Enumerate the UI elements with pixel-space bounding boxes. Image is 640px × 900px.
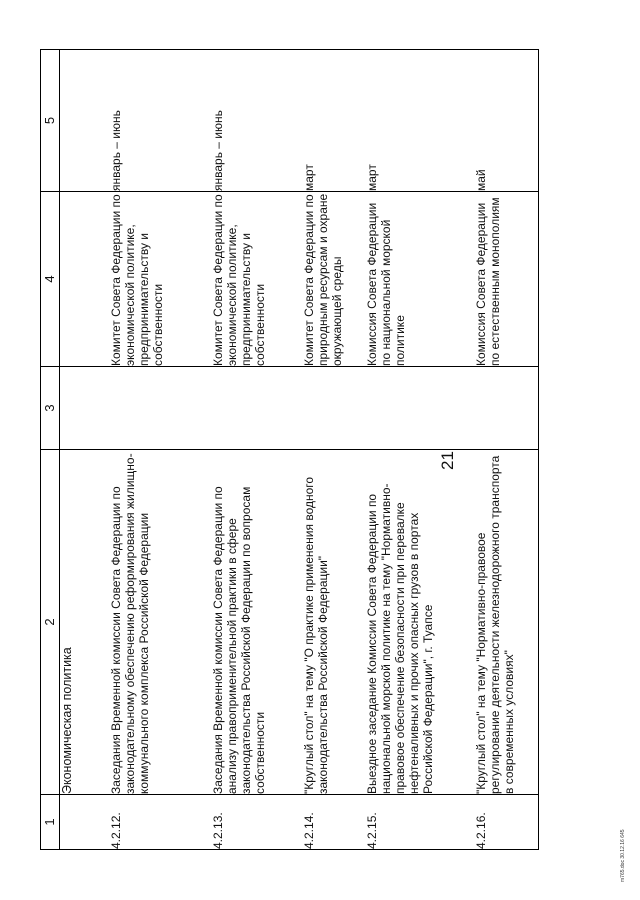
item-number: 4.2.14. (297, 795, 360, 850)
column-number: 2 (41, 450, 60, 795)
item-number: 4.2.16. (469, 795, 539, 850)
item-number: 4.2.15. (360, 795, 469, 850)
column-3-cell (297, 367, 360, 450)
item-number: 4.2.13. (206, 795, 297, 850)
responsible-body: Комитет Совета Федерации по экономической политике, предпринимательству и собственности (206, 192, 297, 367)
event-description: "Круглый стол" на тему "О практике применения водного законодательства Российской Федерации" (297, 450, 360, 795)
responsible-body: Комиссия Совета Федерации по национальной морской политике (360, 192, 469, 367)
plan-table (40, 49, 539, 850)
column-3-cell (104, 367, 206, 450)
page-number: 21 (438, 451, 457, 470)
event-description: Выездное заседание Комиссии Совета Федерации по национальной морской политике на тему "Нормативно-правовое обеспечение безопасности при перевалке нефтеналивных и прочих опасных грузов в портах Российской Федерации", г. Туапсе (360, 450, 469, 795)
event-date: март (297, 50, 360, 192)
footer-document-code: m765.doc 30.12.16 645 (620, 829, 626, 882)
section-title: Экономическая политика (60, 450, 105, 795)
responsible-body: Комитет Совета Федерации по природным ресурсам и охране окружающей среды (297, 192, 360, 367)
column-number-row (41, 50, 60, 850)
column-number: 4 (41, 192, 60, 367)
section-row (60, 50, 105, 850)
table-row (469, 50, 539, 850)
column-3-cell (360, 367, 469, 450)
event-date: май (469, 50, 539, 192)
table-row (360, 50, 469, 850)
column-3-cell (469, 367, 539, 450)
event-date: январь – июнь (104, 50, 206, 192)
item-number: 4.2.12. (104, 795, 206, 850)
event-date: январь – июнь (206, 50, 297, 192)
event-description: Заседания Временной комиссии Совета Федерации по анализу правоприменительной практики в сфере законодательства Российской Федерации по вопросам собственности (206, 450, 297, 795)
responsible-body: Комитет Совета Федерации по экономической политике, предпринимательству и собственности (104, 192, 206, 367)
event-description: "Круглый стол" на тему "Нормативно-правовое регулирование деятельности железнодорожного транспорта в современных условиях" (469, 450, 539, 795)
column-number: 5 (41, 50, 60, 192)
event-description: Заседания Временной комиссии Совета Федерации по законодательному обеспечению реформирования жилищно-коммунального комплекса Российской Федерации (104, 450, 206, 795)
responsible-body: Комиссия Совета Федерации по естественным монополиям (469, 192, 539, 367)
column-number: 3 (41, 367, 60, 450)
table-row (206, 50, 297, 850)
column-3-cell (206, 367, 297, 450)
table-row (297, 50, 360, 850)
table-row (104, 50, 206, 850)
column-number: 1 (41, 795, 60, 850)
event-date: март (360, 50, 469, 192)
